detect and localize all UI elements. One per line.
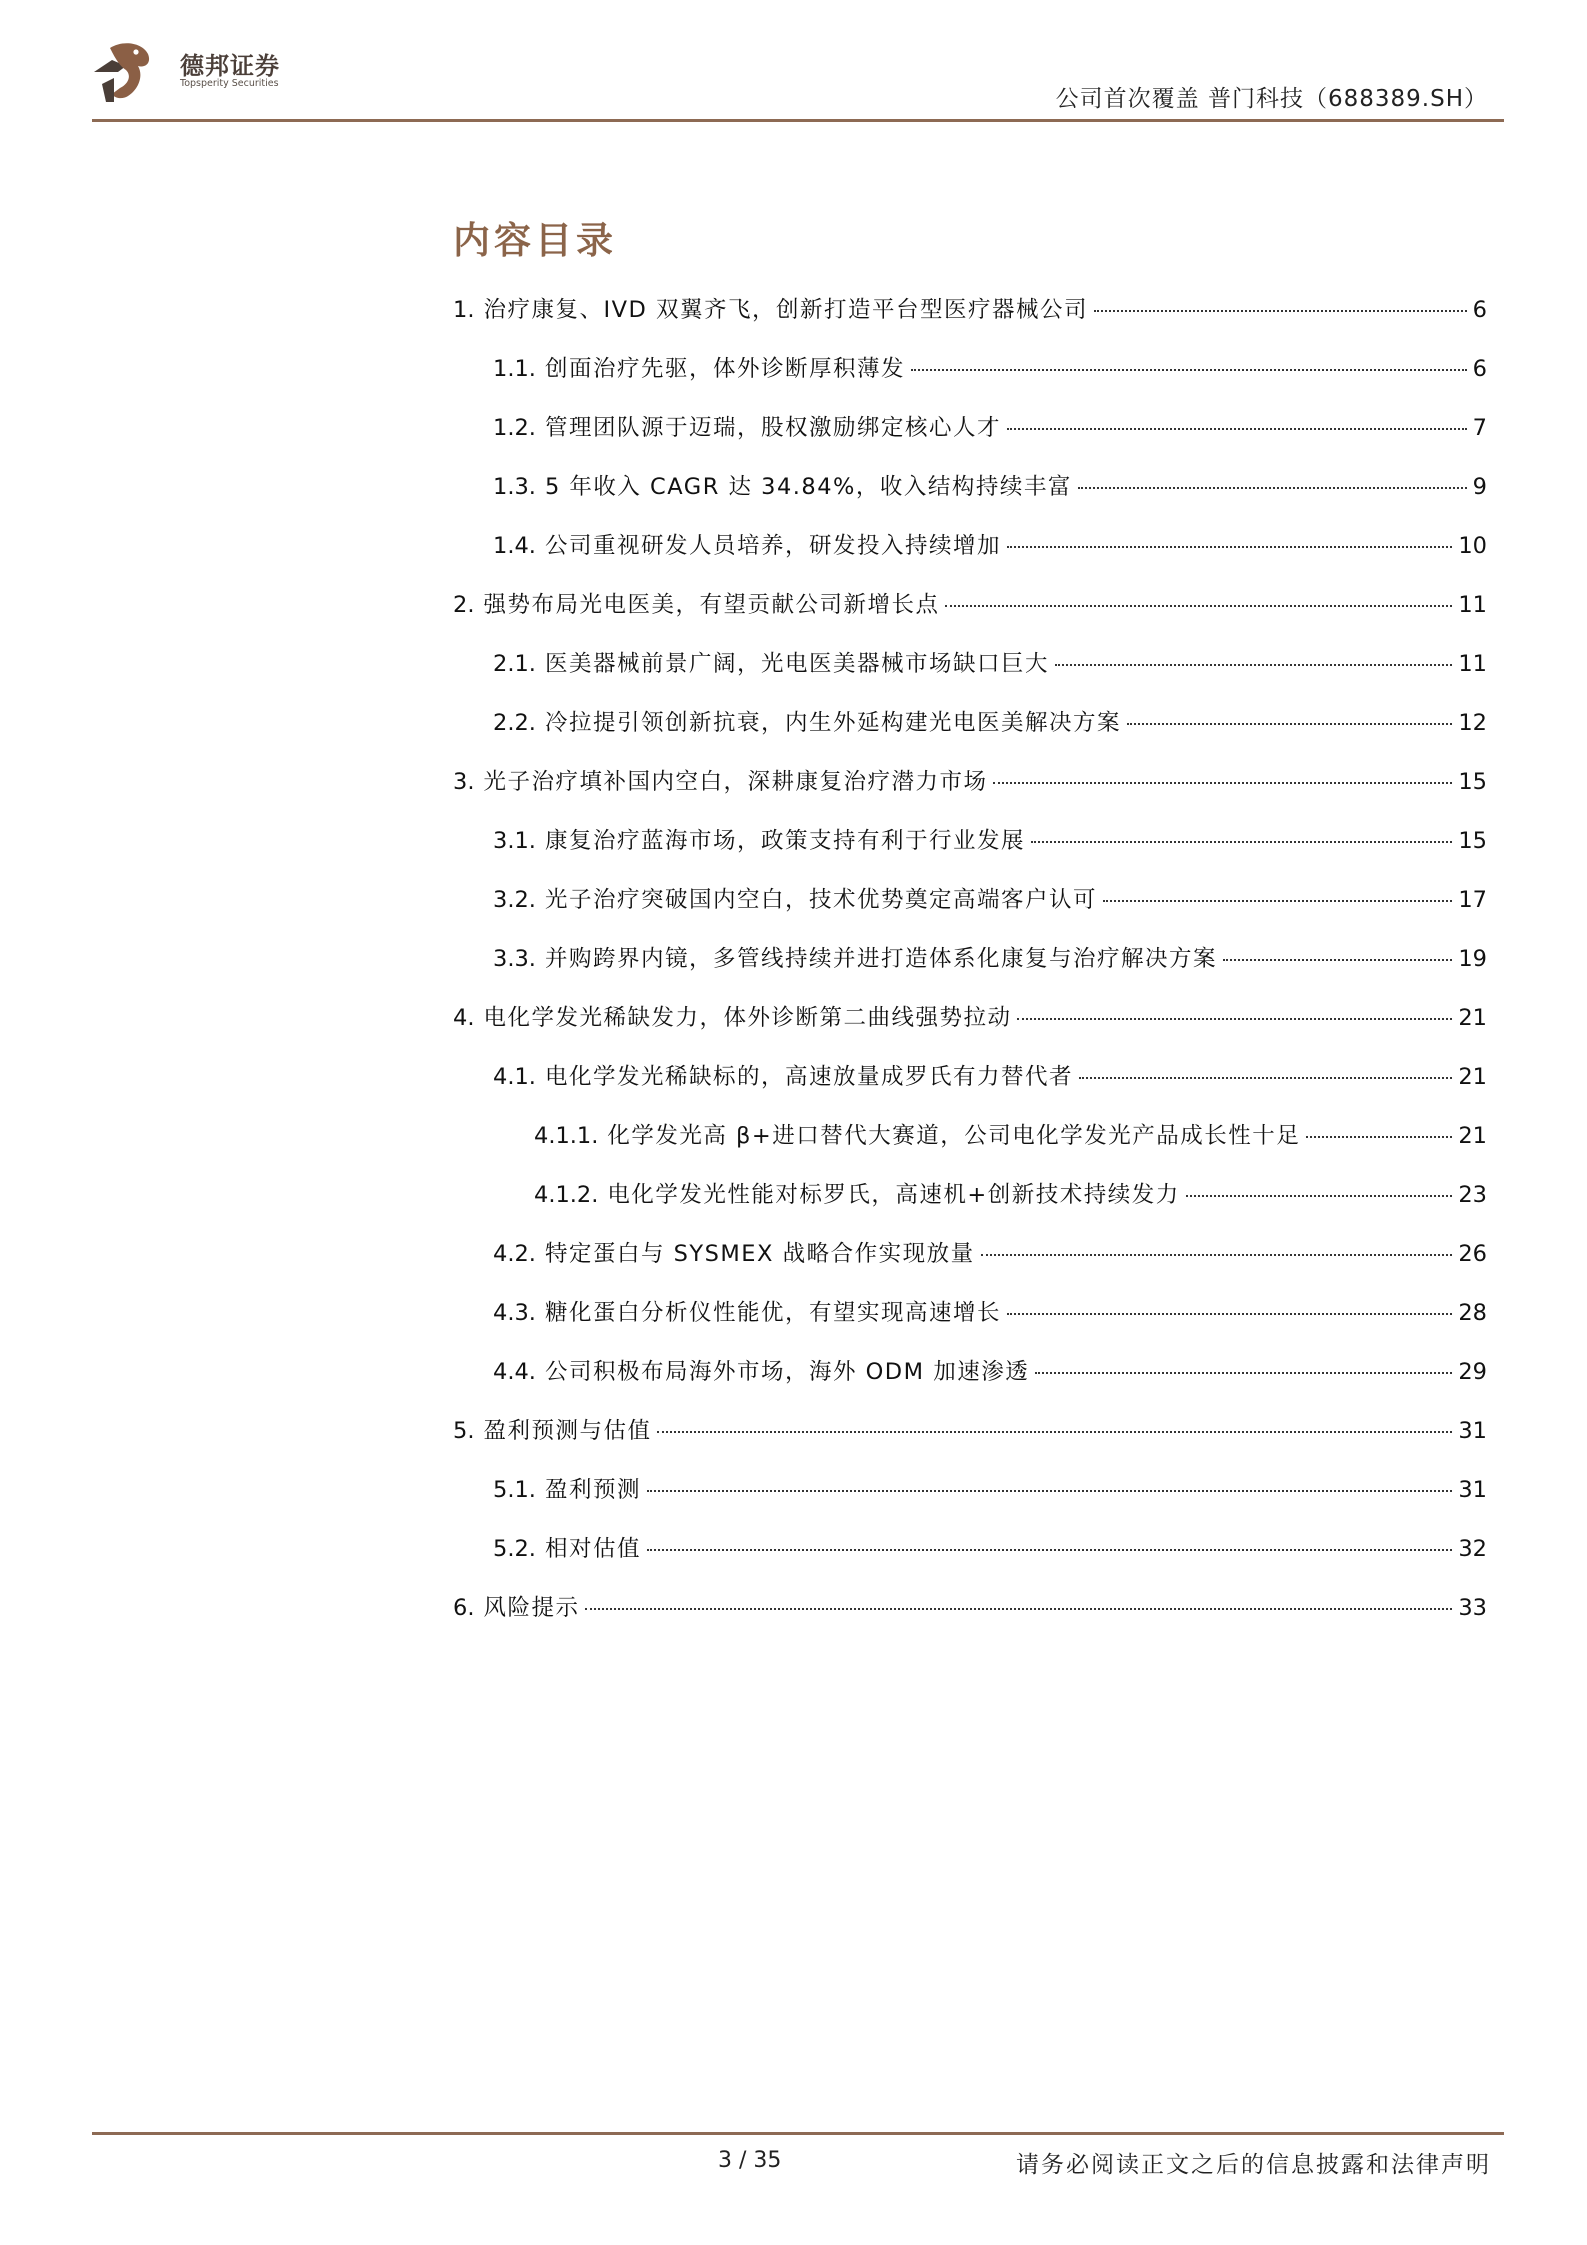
toc-entry-number: 5.2. <box>493 1536 536 1562</box>
toc-entry-title: 特定蛋白与 SYSMEX 战略合作实现放量 <box>544 1241 975 1267</box>
toc-entry[interactable] <box>453 410 1487 469</box>
toc-entry-page: 12 <box>1458 710 1487 736</box>
toc-entry-number: 3.3. <box>493 946 536 972</box>
toc-entry[interactable] <box>453 823 1487 882</box>
toc-entry-number: 4.2. <box>493 1241 536 1267</box>
toc-entry[interactable] <box>453 351 1487 410</box>
toc-entry-number: 4.1. <box>493 1064 536 1090</box>
toc-entry-number: 4.4. <box>493 1359 536 1385</box>
toc-dot-leader <box>1055 664 1452 666</box>
toc-entry-page: 28 <box>1458 1300 1487 1326</box>
page-number: 3 / 35 <box>718 2148 782 2173</box>
toc-dot-leader <box>1078 487 1467 489</box>
toc-entry-page: 19 <box>1458 946 1487 972</box>
toc-dot-leader <box>647 1549 1452 1551</box>
toc-entry-page: 7 <box>1472 415 1487 441</box>
toc-dot-leader <box>1306 1136 1452 1138</box>
toc-entry-number: 2. <box>453 592 475 618</box>
toc-dot-leader <box>657 1431 1452 1433</box>
toc-entry-page: 10 <box>1458 533 1487 559</box>
toc-entry-number: 6. <box>453 1595 475 1621</box>
toc-dot-leader <box>1223 959 1452 961</box>
toc-entry-number: 1.2. <box>493 415 536 441</box>
toc-dot-leader <box>1186 1195 1453 1197</box>
toc-entry[interactable] <box>453 587 1487 646</box>
toc-entry-title: 盈利预测 <box>544 1477 641 1503</box>
toc-entry-title: 电化学发光稀缺标的，高速放量成罗氏有力替代者 <box>544 1064 1073 1090</box>
toc-entry-number: 4.3. <box>493 1300 536 1326</box>
toc-entry[interactable] <box>453 764 1487 823</box>
toc-dot-leader <box>1127 723 1452 725</box>
toc-entry-number: 3. <box>453 769 475 795</box>
toc-dot-leader <box>1035 1372 1452 1374</box>
toc-entry[interactable] <box>453 1059 1487 1118</box>
toc-entry-title: 治疗康复、IVD 双翼齐飞，创新打造平台型医疗器械公司 <box>483 297 1088 323</box>
toc-entry-title: 冷拉提引领创新抗衰，内生外延构建光电医美解决方案 <box>544 710 1121 736</box>
toc-entry-page: 21 <box>1458 1123 1487 1149</box>
toc-dot-leader <box>1079 1077 1452 1079</box>
toc-entry[interactable] <box>453 528 1487 587</box>
toc-entry[interactable] <box>453 646 1487 705</box>
toc-dot-leader <box>981 1254 1453 1256</box>
legal-disclaimer: 请务必阅读正文之后的信息披露和法律声明 <box>1016 2152 1491 2178</box>
toc-entry-title: 光子治疗填补国内空白，深耕康复治疗潜力市场 <box>483 769 988 795</box>
brand-name-cn: 德邦证券 <box>180 52 280 80</box>
brand-logo <box>92 38 352 118</box>
toc-dot-leader <box>1007 546 1452 548</box>
toc-dot-leader <box>585 1608 1452 1610</box>
toc-entry-page: 31 <box>1458 1477 1487 1503</box>
toc-entry-page: 11 <box>1458 592 1487 618</box>
toc-entry-page: 15 <box>1458 828 1487 854</box>
toc-entry-page: 32 <box>1458 1536 1487 1562</box>
toc-dot-leader <box>1007 1313 1452 1315</box>
toc-entry[interactable] <box>453 1118 1487 1177</box>
toc-entry-title: 糖化蛋白分析仪性能优，有望实现高速增长 <box>544 1300 1001 1326</box>
toc-entry-title: 康复治疗蓝海市场，政策支持有利于行业发展 <box>544 828 1025 854</box>
toc-entry-page: 21 <box>1458 1064 1487 1090</box>
toc-entry[interactable] <box>453 1590 1487 1649</box>
toc-entry[interactable] <box>453 469 1487 528</box>
toc-entry-title: 风险提示 <box>483 1595 580 1621</box>
toc-entry-number: 5. <box>453 1418 475 1444</box>
toc-entry[interactable] <box>453 1472 1487 1531</box>
toc-entry-title: 医美器械前景广阔，光电医美器械市场缺口巨大 <box>544 651 1049 677</box>
toc-entry-number: 2.1. <box>493 651 536 677</box>
toc-dot-leader <box>945 605 1452 607</box>
toc-entry-page: 26 <box>1458 1241 1487 1267</box>
toc-entry-page: 17 <box>1458 887 1487 913</box>
toc-entry-title: 相对估值 <box>544 1536 641 1562</box>
toc-entry-number: 1.1. <box>493 356 536 382</box>
toc-entry-page: 6 <box>1472 297 1487 323</box>
toc-entry-number: 3.1. <box>493 828 536 854</box>
page-header <box>92 38 1504 120</box>
brand-name-en: Topsperity Securities <box>180 78 279 89</box>
toc-entry[interactable] <box>453 1177 1487 1236</box>
toc-entry-page: 23 <box>1458 1182 1487 1208</box>
toc-entry-title: 光子治疗突破国内空白，技术优势奠定高端客户认可 <box>544 887 1097 913</box>
toc-dot-leader <box>1007 428 1467 430</box>
toc-entry-title: 电化学发光性能对标罗氏，高速机+创新技术持续发力 <box>607 1182 1180 1208</box>
toc-entry-page: 31 <box>1458 1418 1487 1444</box>
toc-dot-leader <box>1017 1018 1452 1020</box>
toc-entry-number: 4.1.1. <box>534 1123 599 1149</box>
toc-entry[interactable] <box>453 1354 1487 1413</box>
toc-entry-title: 公司积极布局海外市场，海外 ODM 加速渗透 <box>544 1359 1030 1385</box>
toc-entry-page: 11 <box>1458 651 1487 677</box>
toc-entry-title: 管理团队源于迈瑞，股权激励绑定核心人才 <box>544 415 1001 441</box>
toc-entry-number: 5.1. <box>493 1477 536 1503</box>
toc-entry-title: 5 年收入 CAGR 达 34.84%，收入结构持续丰富 <box>544 474 1072 500</box>
toc-heading: 内容目录 <box>453 218 617 262</box>
toc-dot-leader <box>1031 841 1452 843</box>
toc-entry-title: 并购跨界内镜，多管线持续并进打造体系化康复与治疗解决方案 <box>544 946 1217 972</box>
toc-entry-title: 盈利预测与估值 <box>483 1418 652 1444</box>
toc-entry[interactable] <box>453 1413 1487 1472</box>
toc-entry-number: 2.2. <box>493 710 536 736</box>
toc-entry-title: 电化学发光稀缺发力，体外诊断第二曲线强势拉动 <box>483 1005 1012 1031</box>
toc-entry-title: 化学发光高 β+进口替代大赛道，公司电化学发光产品成长性十足 <box>607 1123 1301 1149</box>
toc-entry-number: 1.4. <box>493 533 536 559</box>
toc-entry[interactable] <box>453 882 1487 941</box>
toc-entry-page: 6 <box>1472 356 1487 382</box>
toc-dot-leader <box>647 1490 1452 1492</box>
toc-entry[interactable] <box>453 941 1487 1000</box>
header-divider <box>92 119 1504 122</box>
toc-entry[interactable] <box>453 705 1487 764</box>
toc-entry[interactable] <box>453 1236 1487 1295</box>
toc-entry-page: 29 <box>1458 1359 1487 1385</box>
toc-entry-title: 公司重视研发人员培养，研发投入持续增加 <box>544 533 1001 559</box>
toc-entry[interactable] <box>453 1531 1487 1590</box>
toc-dot-leader <box>911 369 1467 371</box>
toc-entry[interactable] <box>453 1000 1487 1059</box>
toc-entry-page: 21 <box>1458 1005 1487 1031</box>
footer-divider <box>92 2132 1504 2135</box>
toc-entry-number: 3.2. <box>493 887 536 913</box>
toc-entry-number: 4. <box>453 1005 475 1031</box>
toc-dot-leader <box>1103 900 1452 902</box>
toc-entry-number: 1. <box>453 297 475 323</box>
toc-entry-number: 4.1.2. <box>534 1182 599 1208</box>
toc-dot-leader <box>1094 310 1467 312</box>
toc-entry[interactable] <box>453 1295 1487 1354</box>
toc-entry-title: 创面治疗先驱，体外诊断厚积薄发 <box>544 356 905 382</box>
toc-entry[interactable] <box>453 292 1487 351</box>
toc-entry-page: 9 <box>1472 474 1487 500</box>
table-of-contents <box>453 292 1487 1649</box>
report-title: 公司首次覆盖 普门科技（688389.SH） <box>1055 86 1488 112</box>
toc-entry-page: 33 <box>1458 1595 1487 1621</box>
brand-horse-logo-icon <box>92 38 154 106</box>
toc-entry-title: 强势布局光电医美，有望贡献公司新增长点 <box>483 592 940 618</box>
toc-entry-page: 15 <box>1458 769 1487 795</box>
toc-entry-number: 1.3. <box>493 474 536 500</box>
toc-dot-leader <box>993 782 1452 784</box>
